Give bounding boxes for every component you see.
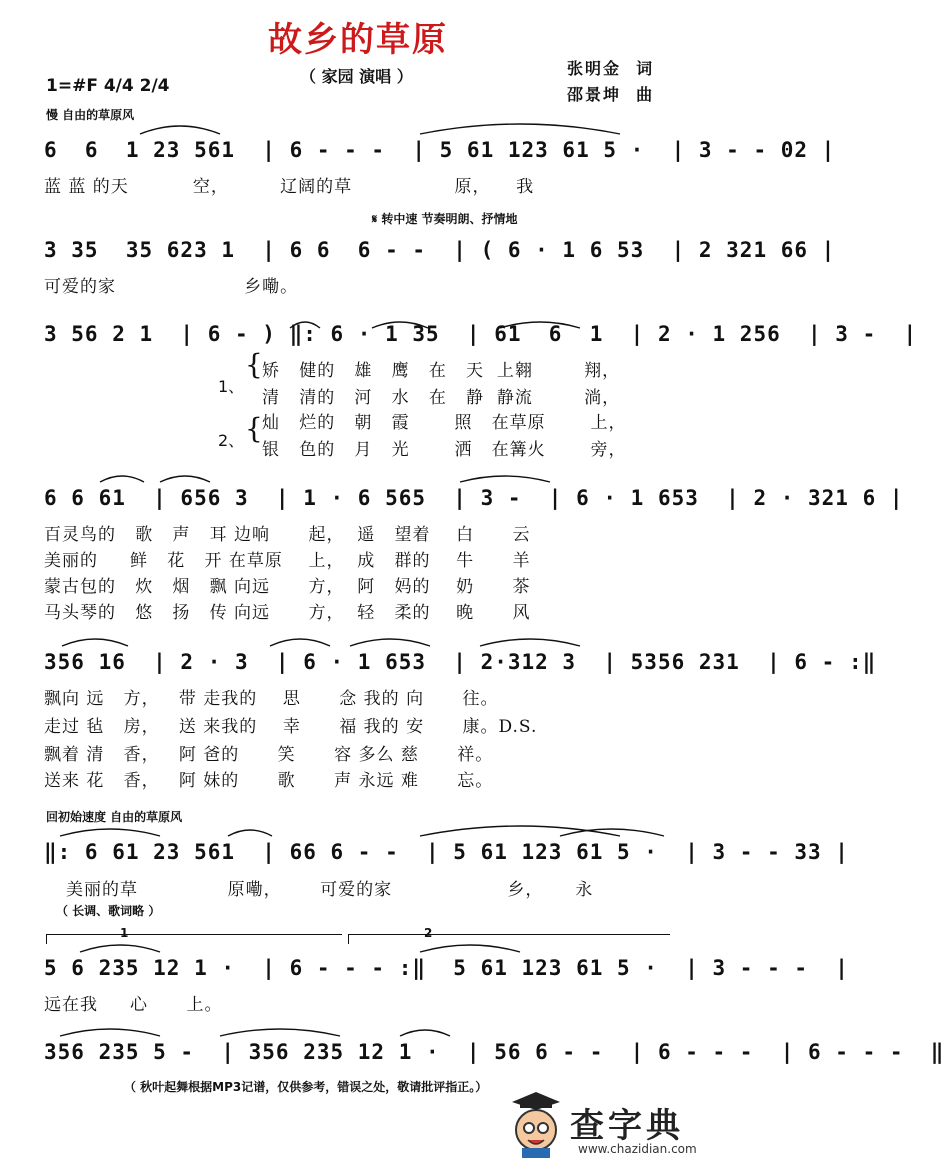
- composer-credit: 邵景坤 曲: [567, 85, 655, 104]
- lyric-line: 矫 健的 雄 鹰 在 天 上翱 翔，: [262, 361, 621, 381]
- page-title: 故乡的草原: [268, 20, 448, 60]
- lyric-line: 送来 花 香， 阿 妹的 歌 声 永远 难 忘。: [44, 771, 494, 791]
- notation-row: 5 6 235 12 1 · | 6 - - - :‖ 5 61 123 61 5 · | 3 - - - |: [44, 956, 849, 980]
- lyric-line: 美丽的草 原嘞， 可爱的家 乡， 永: [66, 880, 594, 900]
- lyric-line: 远在我 心 上。: [44, 995, 223, 1015]
- singer-credit: （ 家园 演唱 ）: [300, 67, 413, 86]
- lyric-line: 飘着 清 香， 阿 爸的 笑 容 多么 慈 祥。: [44, 745, 494, 765]
- lyric-line: 可爱的家 乡嘞。: [44, 277, 299, 297]
- lyric-line: 灿 烂的 朝 霞 照 在草原 上，: [262, 413, 627, 433]
- lyrics-omitted-note: （ 长调、歌词略 ）: [56, 904, 161, 918]
- volta-number: 2: [424, 926, 433, 940]
- volta-number: 1: [120, 926, 129, 940]
- lyric-line: 银 色的 月 光 洒 在篝火 旁，: [262, 440, 627, 460]
- verse-number: 2、: [218, 431, 245, 450]
- lyricist-credit: 张明金 词: [567, 59, 655, 78]
- brace-icon: {: [245, 348, 264, 381]
- watermark-logo: [508, 1092, 708, 1164]
- notation-row: 356 16 | 2 · 3 | 6 · 1 653 | 2·312 3 | 5356 231 | 6 - :‖: [44, 650, 877, 674]
- brace-icon: {: [245, 412, 264, 445]
- notation-row: 3 56 2 1 | 6 - ) ‖: 6 · 1 35 | 61 6 1 | 2 · 1 256 | 3 - |: [44, 322, 918, 346]
- notation-row: 6 6 61 | 656 3 | 1 · 6 565 | 3 - | 6 · 1 653 | 2 · 321 6 |: [44, 486, 904, 510]
- lyric-line: 清 清的 河 水 在 静 静流 淌，: [262, 388, 621, 408]
- key-signature: 1=#F 4/4 2/4: [46, 76, 170, 96]
- notation-row: 3 35 35 623 1 | 6 6 6 - - | ( 6 · 1 6 53 | 2 321 66 |: [44, 238, 836, 262]
- tempo-marking: 𝄋 转中速 节奏明朗、抒情地: [372, 212, 518, 226]
- notation-row: 356 235 5 - | 356 235 12 1 · | 56 6 - - | 6 - - - | 6 - - - ‖: [44, 1040, 944, 1064]
- lyric-line: 走过 毡 房， 送 来我的 幸 福 我的 安 康。D.S.: [44, 717, 538, 737]
- lyric-line: 马头琴的 悠 扬 传 向远 方， 轻 柔的 晚 风: [44, 603, 531, 623]
- lyric-line: 百灵鸟的 歌 声 耳 边响 起， 遥 望着 白 云: [44, 525, 531, 545]
- logo-text: 查字典: [570, 1106, 684, 1146]
- logo-url: www.chazidian.com: [578, 1142, 697, 1156]
- footnote: （ 秋叶起舞根据MP3记谱，仅供参考，错误之处，敬请批评指正。）: [124, 1080, 488, 1094]
- verse-number: 1、: [218, 377, 245, 396]
- lyric-line: 美丽的 鲜 花 开 在草原 上， 成 群的 牛 羊: [44, 551, 531, 571]
- lyric-line: 蒙古包的 炊 烟 飘 向远 方， 阿 妈的 奶 茶: [44, 577, 531, 597]
- tempo-marking: 回初始速度 自由的草原风: [46, 810, 183, 824]
- notation-row: ‖: 6 61 23 561 | 66 6 - - | 5 61 123 61 5 · | 3 - - 33 |: [44, 840, 849, 864]
- scholar-mascot-icon: [508, 1092, 564, 1158]
- notation-row: 6 6 1 23 561 | 6 - - - | 5 61 123 61 5 · | 3 - - 02 |: [44, 138, 836, 162]
- tempo-marking: 慢 自由的草原风: [46, 108, 135, 122]
- lyric-line: 蓝 蓝 的天 空， 辽阔的草 原， 我: [44, 177, 535, 197]
- lyric-line: 飘向 远 方， 带 走我的 思 念 我的 向 往。: [44, 689, 499, 709]
